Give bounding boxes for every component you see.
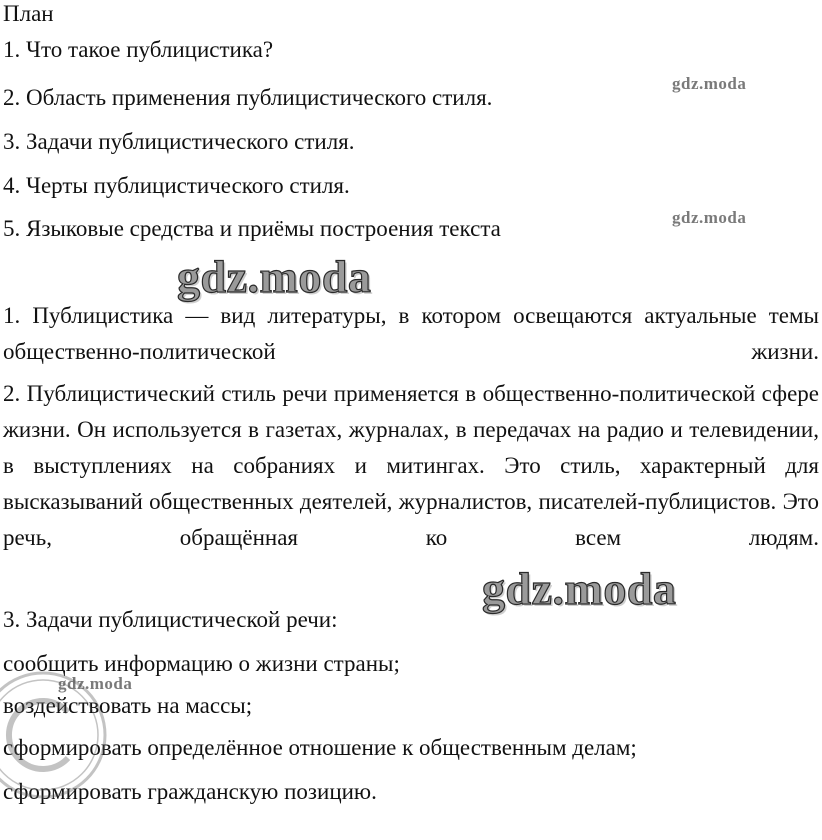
- task-item-3: сформировать определённое отношение к общественным делам;: [3, 735, 637, 760]
- watermark-small-2: gdz.moda: [672, 208, 747, 227]
- plan-item-4: 4. Черты публицистического стиля.: [3, 173, 350, 198]
- copyright-stamp-icon: [0, 660, 118, 810]
- answer-3-title: 3. Задачи публицистической речи:: [3, 607, 338, 632]
- answer-2: 2. Публицистический стиль речи применяется в общественно-политической сфере жизни. Он используется в газетах, журналах, в передачах на радио и телевидении, в выступлениях на собраниях и митингах. Это стиль, характерный для высказываний общественных деятелей, журналистов, писателей-публицистов. Это речь, обращённая ко всем людям.: [3, 381, 819, 550]
- task-item-2: воздействовать на массы;: [3, 693, 253, 718]
- watermark-small-3: gdz.moda: [58, 674, 133, 693]
- task-item-1: сообщить информацию о жизни страны;: [3, 651, 400, 676]
- answer-1: 1. Публицистика — вид литературы, в котором освещаются актуальные темы общественно-политической жизни.: [3, 303, 819, 364]
- plan-item-1: 1. Что такое публицистика?: [3, 37, 274, 62]
- watermark-small-1: gdz.moda: [672, 74, 747, 93]
- plan-item-2: 2. Область применения публицистического стиля.: [3, 85, 493, 110]
- plan-item-3: 3. Задачи публицистического стиля.: [3, 129, 355, 154]
- watermark-large-1: gdz.moda: [177, 251, 372, 302]
- watermark-large-2: gdz.moda: [482, 563, 677, 614]
- plan-title: План: [3, 1, 54, 26]
- plan-item-5: 5. Языковые средства и приёмы построения текста: [3, 216, 501, 241]
- task-item-4: сформировать гражданскую позицию.: [3, 779, 377, 804]
